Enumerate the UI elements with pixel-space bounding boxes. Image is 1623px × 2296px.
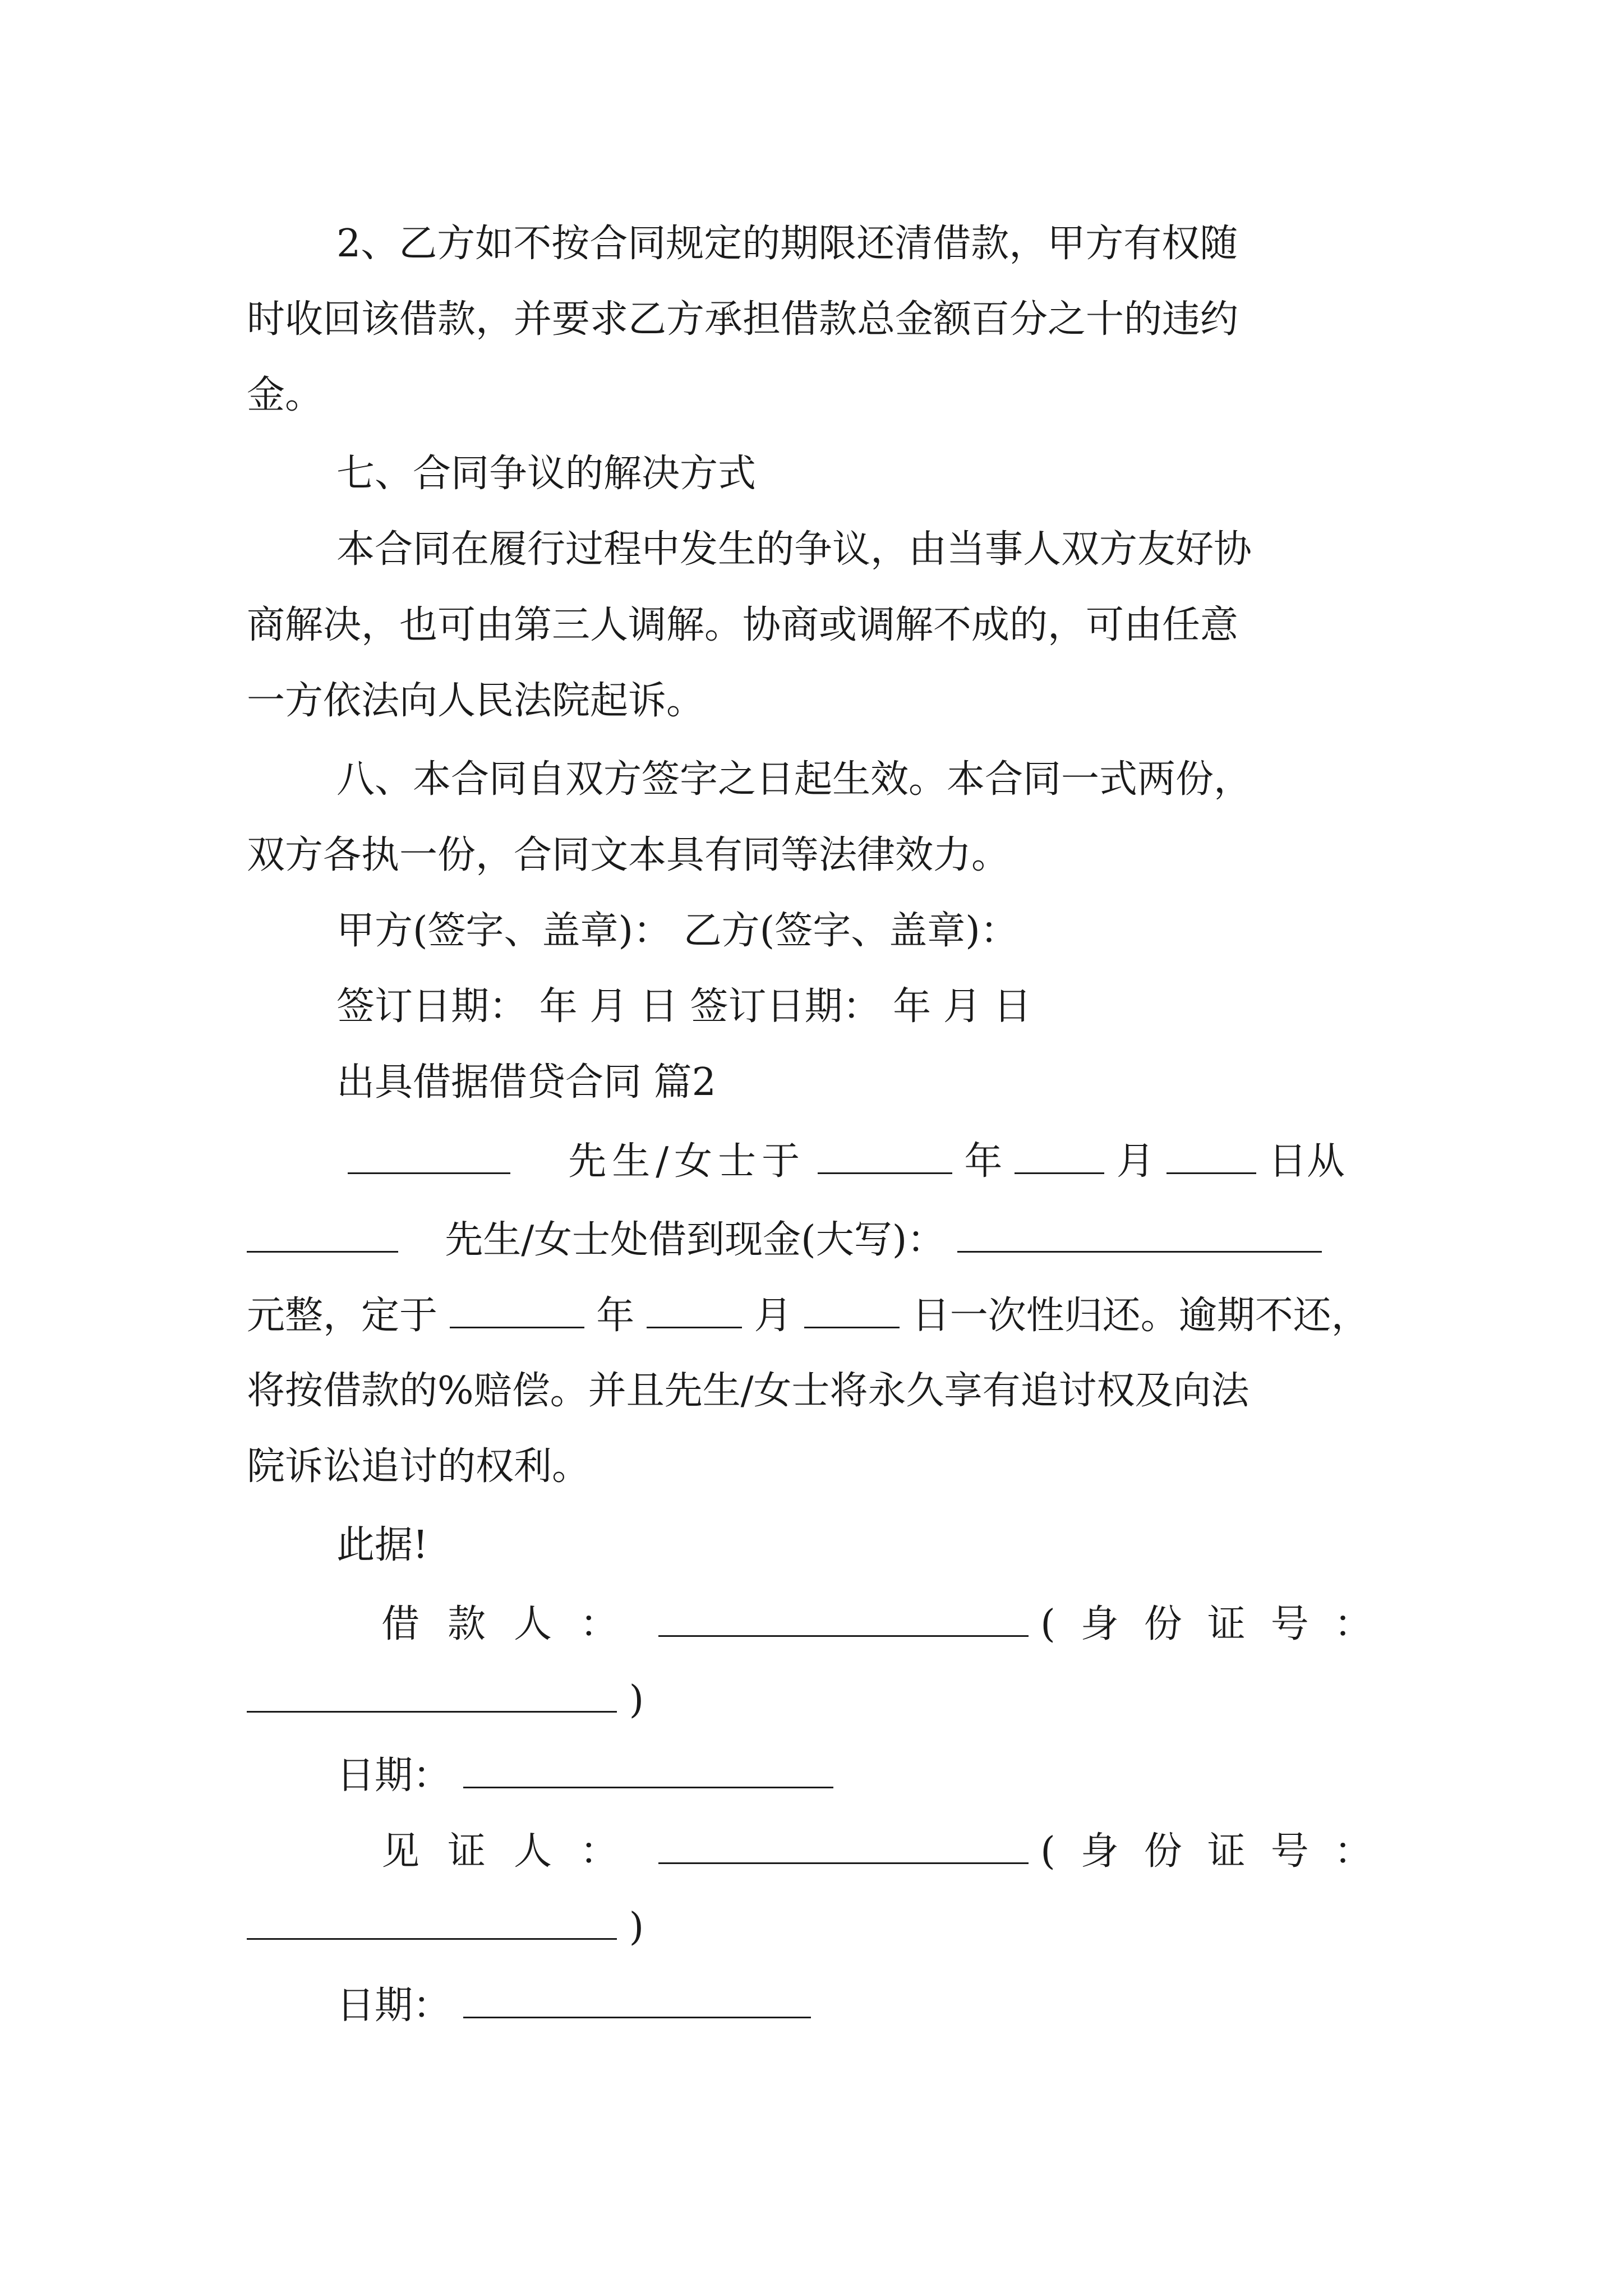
blank-field[interactable] bbox=[247, 1212, 398, 1253]
signature-line: 甲方(签字、盖章)： 乙方(签字、盖章)： bbox=[336, 909, 1018, 953]
borrower-date-line bbox=[336, 1747, 1380, 1803]
blank-field[interactable] bbox=[957, 1212, 1322, 1253]
witness-id-line bbox=[247, 1899, 1380, 1955]
witness-date-line bbox=[336, 1977, 1380, 2033]
id-number-label: (身份证号： bbox=[1040, 1829, 1398, 1874]
section-title: 出具借据借贷合同 篇2 bbox=[336, 1060, 716, 1105]
blank-field[interactable] bbox=[1015, 1133, 1104, 1174]
paragraph-line: 商解决，也可由第三人调解。协商或调解不成的，可由任意 bbox=[247, 603, 1239, 647]
close-paren: ) bbox=[629, 1905, 644, 1949]
signing-date-line: 签订日期： 年 月 日 签订日期： 年 月 日 bbox=[336, 984, 1032, 1029]
section-heading: 七、合同争议的解决方式 bbox=[336, 452, 757, 496]
iou-text: 年 bbox=[964, 1139, 1003, 1184]
paragraph-line: 本合同在履行过程中发生的争议，由当事人双方友好协 bbox=[336, 527, 1252, 572]
witness-name-field[interactable] bbox=[658, 1823, 1029, 1864]
iou-text: 月 bbox=[754, 1294, 792, 1338]
iou-text: 先生/女士于 bbox=[568, 1139, 806, 1184]
id-number-label: (身份证号： bbox=[1040, 1602, 1398, 1646]
blank-field[interactable] bbox=[804, 1287, 900, 1328]
borrower-id-field[interactable] bbox=[247, 1672, 617, 1713]
iou-line bbox=[247, 1212, 1380, 1268]
witness-line bbox=[381, 1823, 1398, 1879]
blank-field[interactable] bbox=[647, 1287, 742, 1328]
iou-text: 月 bbox=[1116, 1139, 1155, 1184]
iou-text: 日从 bbox=[1268, 1139, 1345, 1184]
blank-field[interactable] bbox=[818, 1133, 952, 1174]
witness-date-field[interactable] bbox=[463, 1977, 811, 2018]
date-label: 日期： bbox=[336, 1754, 451, 1798]
borrower-label: 借款人： bbox=[381, 1602, 647, 1646]
paragraph-line: 时收回该借款，并要求乙方承担借款总金额百分之十的违约 bbox=[247, 297, 1239, 342]
paragraph-line: 2、乙方如不按合同规定的期限还清借款，甲方有权随 bbox=[336, 222, 1238, 266]
paragraph-line: 双方各执一份，合同文本具有同等法律效力。 bbox=[247, 833, 1010, 877]
iou-text: 日一次性归还。逾期不还， bbox=[911, 1294, 1370, 1338]
blank-field[interactable] bbox=[348, 1133, 510, 1174]
paragraph-line: 院诉讼追讨的权利。 bbox=[247, 1444, 591, 1489]
borrower-name-field[interactable] bbox=[658, 1596, 1029, 1637]
iou-line bbox=[247, 1287, 1380, 1343]
blank-field[interactable] bbox=[450, 1287, 584, 1328]
iou-text: 年 bbox=[596, 1294, 635, 1338]
borrower-line bbox=[381, 1596, 1398, 1652]
close-paren: ) bbox=[629, 1678, 644, 1722]
borrower-date-field[interactable] bbox=[463, 1747, 833, 1788]
closing-text: 此据! bbox=[336, 1523, 428, 1567]
witness-id-field[interactable] bbox=[247, 1899, 617, 1940]
paragraph-line: 金。 bbox=[247, 373, 324, 417]
iou-text: 元整，定于 bbox=[247, 1294, 438, 1338]
borrower-id-line bbox=[247, 1672, 1380, 1728]
date-label: 日期： bbox=[336, 1984, 451, 2028]
iou-text: 先生/女士处借到现金(大写)： bbox=[445, 1218, 946, 1262]
iou-line bbox=[348, 1133, 1380, 1189]
witness-label: 见证人： bbox=[381, 1829, 647, 1874]
blank-field[interactable] bbox=[1166, 1133, 1256, 1174]
paragraph-line: 一方依法向人民法院起诉。 bbox=[247, 679, 705, 723]
paragraph-line: 将按借款的%赔偿。并且先生/女士将永久享有追讨权及向法 bbox=[247, 1369, 1249, 1413]
paragraph-line: 八、本合同自双方签字之日起生效。本合同一式两份， bbox=[336, 757, 1252, 802]
